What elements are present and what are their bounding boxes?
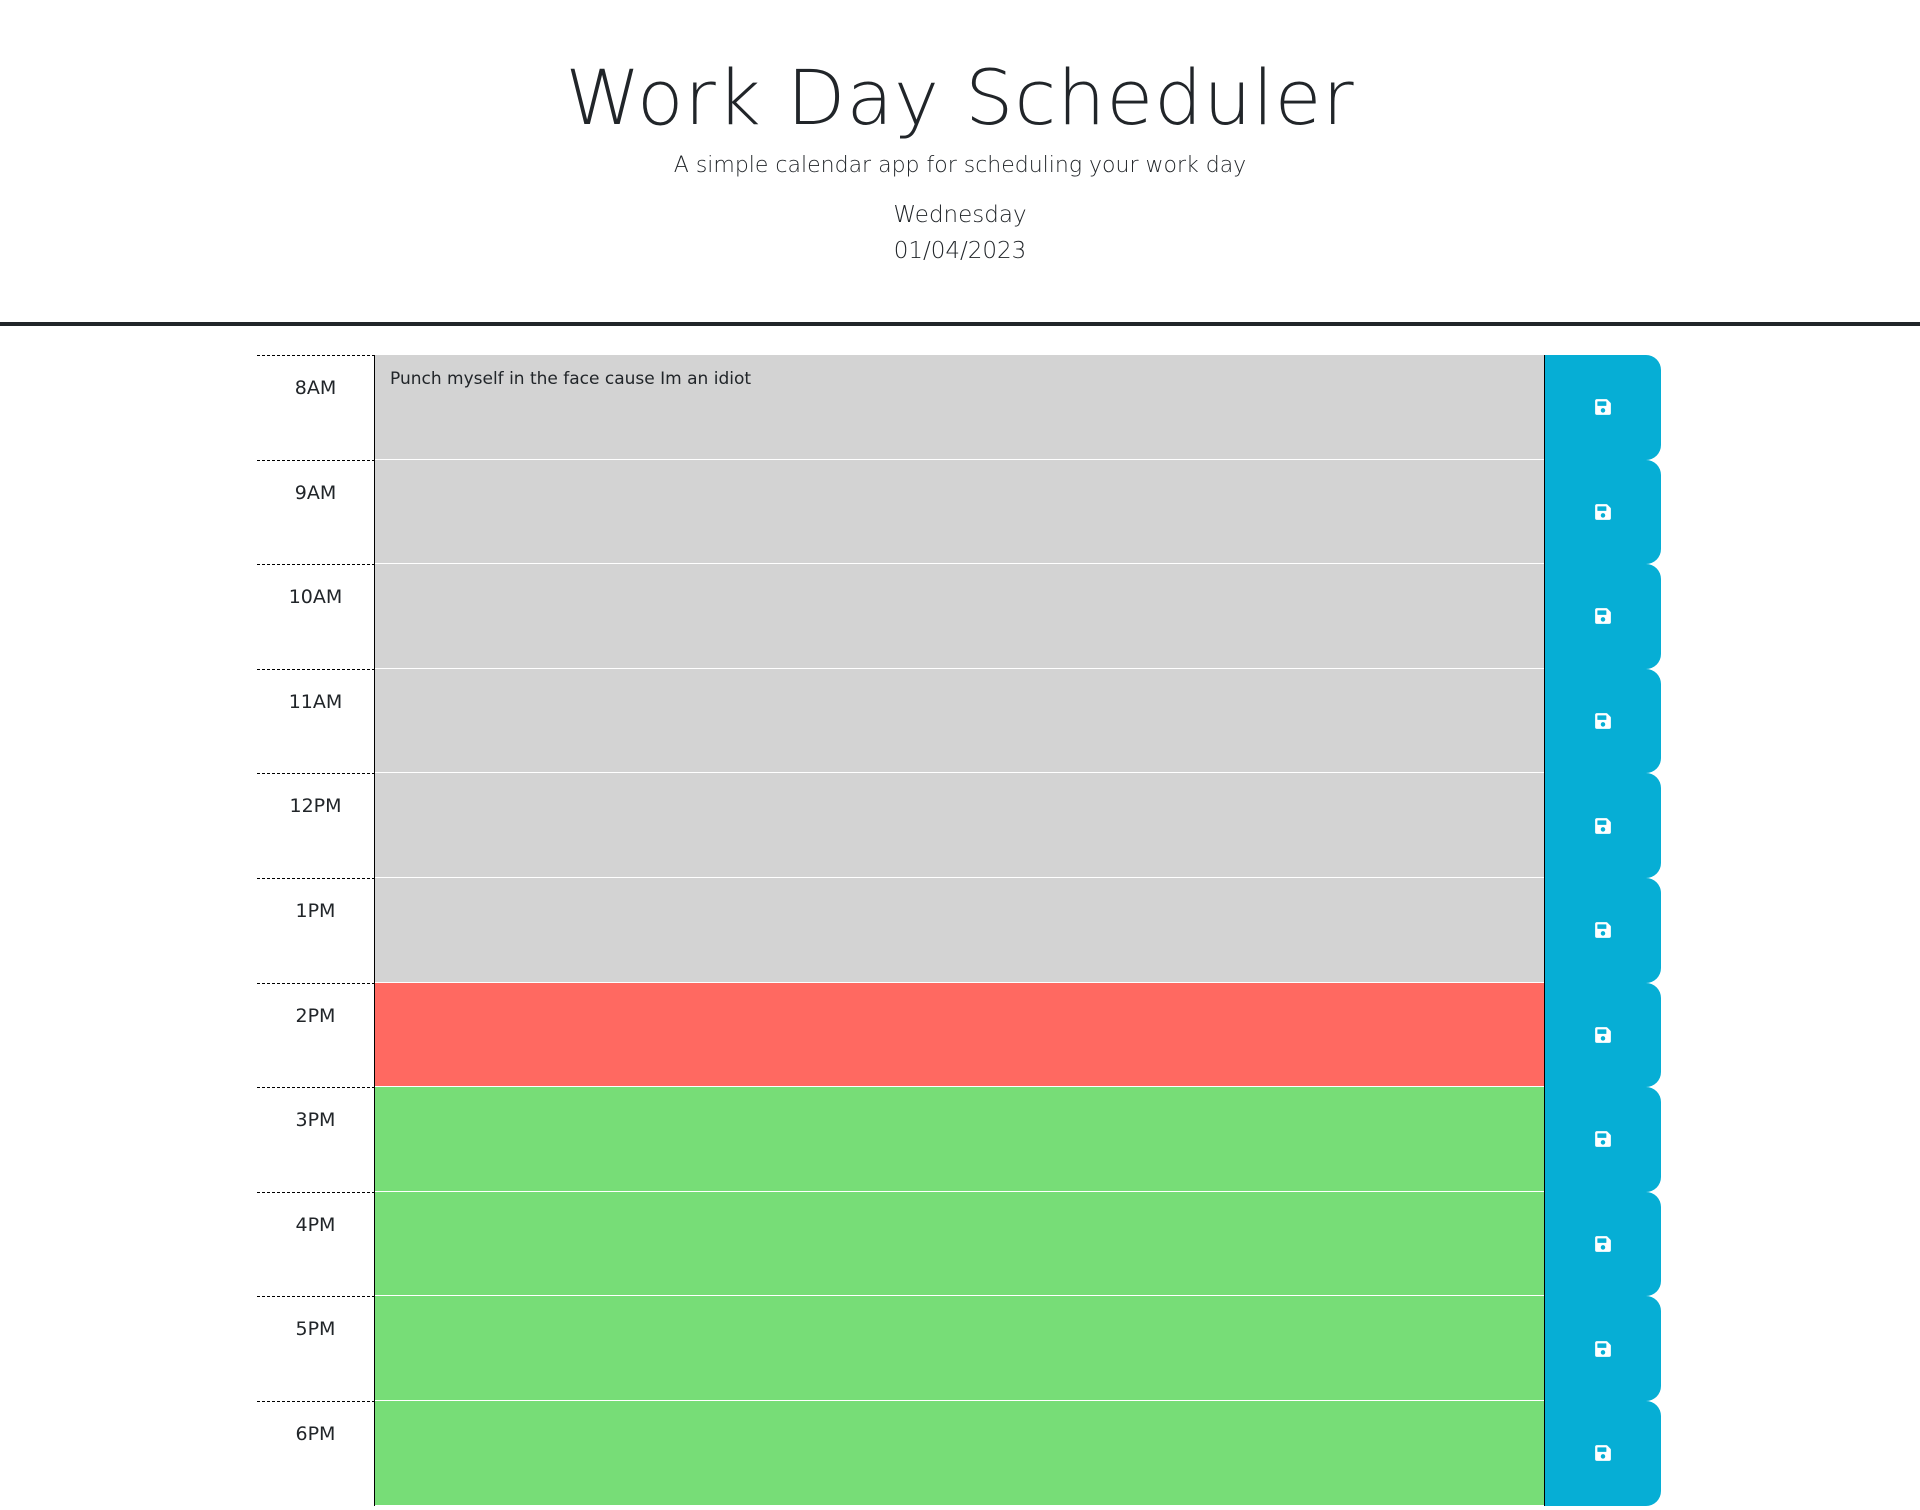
save-icon xyxy=(1594,1026,1612,1044)
save-icon xyxy=(1594,398,1612,416)
event-description-input[interactable] xyxy=(375,1296,1544,1401)
time-block-11am xyxy=(257,669,1661,774)
time-block-1pm xyxy=(257,878,1661,983)
page-subtitle: A simple calendar app for scheduling your work day xyxy=(673,153,1247,178)
event-description-input[interactable] xyxy=(375,460,1544,565)
save-icon xyxy=(1594,817,1612,835)
save-icon xyxy=(1594,1340,1612,1358)
hour-label: 2PM xyxy=(257,983,375,1088)
event-description-input[interactable] xyxy=(375,669,1544,774)
hour-label: 4PM xyxy=(257,1192,375,1297)
time-block-8am xyxy=(257,355,1661,460)
page-title: Work Day Scheduler xyxy=(565,53,1355,142)
event-description-input[interactable] xyxy=(375,355,1544,460)
timeblock-list xyxy=(257,355,1661,1506)
save-button[interactable] xyxy=(1544,878,1661,983)
save-button[interactable] xyxy=(1544,1087,1661,1192)
time-block-4pm xyxy=(257,1192,1661,1297)
page-header xyxy=(0,0,1920,326)
hour-label: 6PM xyxy=(257,1401,375,1506)
event-description-input[interactable] xyxy=(375,983,1544,1088)
time-block-10am xyxy=(257,564,1661,669)
hour-label: 11AM xyxy=(257,669,375,774)
current-day: Wednesday xyxy=(893,202,1027,228)
save-icon xyxy=(1594,712,1612,730)
save-icon xyxy=(1594,1235,1612,1253)
time-block-6pm xyxy=(257,1401,1661,1506)
hour-label: 8AM xyxy=(257,355,375,460)
save-icon xyxy=(1594,1444,1612,1462)
hour-label: 1PM xyxy=(257,878,375,983)
time-block-5pm xyxy=(257,1296,1661,1401)
hour-label: 12PM xyxy=(257,773,375,878)
save-button[interactable] xyxy=(1544,1192,1661,1297)
time-block-2pm xyxy=(257,983,1661,1088)
time-block-12pm xyxy=(257,773,1661,878)
save-button[interactable] xyxy=(1544,564,1661,669)
time-block-9am xyxy=(257,460,1661,565)
hour-label: 5PM xyxy=(257,1296,375,1401)
event-description-input[interactable] xyxy=(375,1401,1544,1506)
save-button[interactable] xyxy=(1544,1401,1661,1506)
hour-label: 10AM xyxy=(257,564,375,669)
save-button[interactable] xyxy=(1544,460,1661,565)
current-date: 01/04/2023 xyxy=(893,238,1027,264)
save-button[interactable] xyxy=(1544,1296,1661,1401)
save-button[interactable] xyxy=(1544,983,1661,1088)
event-description-input[interactable] xyxy=(375,773,1544,878)
save-button[interactable] xyxy=(1544,773,1661,878)
save-icon xyxy=(1594,921,1612,939)
event-description-input[interactable] xyxy=(375,878,1544,983)
save-icon xyxy=(1594,607,1612,625)
hour-label: 9AM xyxy=(257,460,375,565)
event-description-input[interactable] xyxy=(375,1192,1544,1297)
save-icon xyxy=(1594,503,1612,521)
hour-label: 3PM xyxy=(257,1087,375,1192)
save-button[interactable] xyxy=(1544,669,1661,774)
event-description-input[interactable] xyxy=(375,564,1544,669)
save-button[interactable] xyxy=(1544,355,1661,460)
event-description-input[interactable] xyxy=(375,1087,1544,1192)
save-icon xyxy=(1594,1130,1612,1148)
time-block-3pm xyxy=(257,1087,1661,1192)
